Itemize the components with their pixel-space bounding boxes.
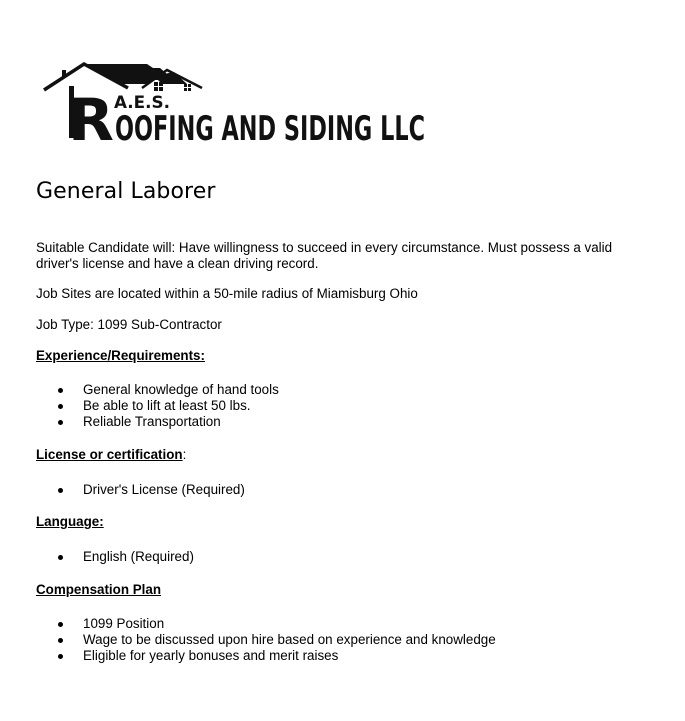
list-item-text: Reliable Transportation xyxy=(83,414,221,429)
bullet-icon xyxy=(58,638,63,643)
list-item-text: 1099 Position xyxy=(83,616,165,631)
location-paragraph: Job Sites are located within a 50-mile radius of Miamisburg Ohio xyxy=(36,286,418,301)
section-heading-label: Compensation Plan xyxy=(36,582,161,597)
list-item-text: Driver's License (Required) xyxy=(83,482,245,497)
page-title: General Laborer xyxy=(36,179,216,204)
list-item-text: English (Required) xyxy=(83,549,194,564)
logo-aes-text: A.E.S. xyxy=(114,93,170,113)
list-item-text: Wage to be discussed upon hire based on experience and knowledge xyxy=(83,632,496,647)
bullet-icon xyxy=(58,654,63,659)
section-heading-experience xyxy=(36,348,205,364)
bullet-icon xyxy=(58,555,63,560)
bullet-icon xyxy=(58,488,63,493)
section-heading-label: License or certification xyxy=(36,447,183,462)
logo-initial-text: R xyxy=(68,86,114,154)
house-roof-logo-icon xyxy=(42,58,432,154)
list-item-text: Eligible for yearly bonuses and merit raises xyxy=(83,648,339,663)
section-heading-label: Language: xyxy=(36,514,104,529)
job-type-paragraph: Job Type: 1099 Sub-Contractor xyxy=(36,317,222,332)
section-heading-language xyxy=(36,514,104,530)
logo-name-text: OOFING AND SIDING LLC xyxy=(115,109,425,149)
bullet-icon xyxy=(58,622,63,627)
list-item-text: General knowledge of hand tools xyxy=(83,382,279,397)
bullet-icon xyxy=(58,388,63,393)
section-heading-suffix: : xyxy=(182,447,187,462)
section-heading-license xyxy=(36,447,186,463)
intro-paragraph: Suitable Candidate will: Have willingness to succeed in every circumstance. Must possess a valid driver's license and have a clean driving record. xyxy=(36,240,613,271)
bullet-icon xyxy=(58,404,63,409)
list-item-text: Be able to lift at least 50 lbs. xyxy=(83,398,251,413)
company-logo xyxy=(42,58,432,154)
section-heading-compensation xyxy=(36,582,161,598)
section-heading-label: Experience/Requirements: xyxy=(36,348,205,363)
bullet-icon xyxy=(58,420,63,425)
